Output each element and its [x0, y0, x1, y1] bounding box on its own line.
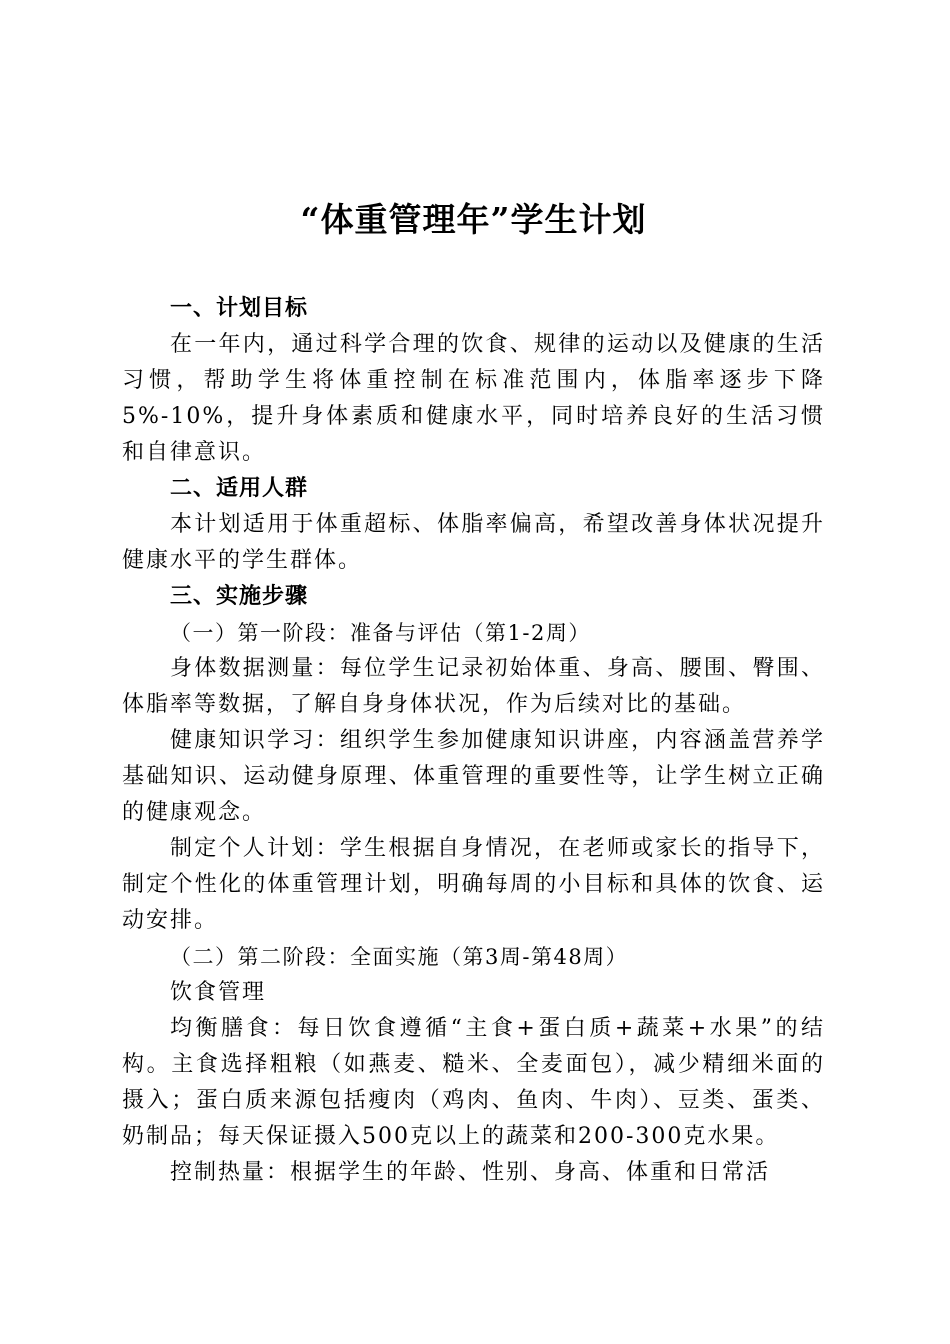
section-heading-goals: 一、计划目标	[170, 296, 309, 321]
section-heading-audience: 二、适用人群	[170, 476, 309, 501]
paragraph-body-measurement: 身体数据测量：每位学生记录初始体重、身高、腰围、臀围、体脂率等数据，了解自身身体状况，作为后续对比的基础。	[122, 656, 825, 717]
paragraph-audience: 本计划适用于体重超标、体脂率偏高，希望改善身体状况提升健康水平的学生群体。	[122, 512, 825, 573]
document-title: “体重管理年”学生计划	[300, 200, 647, 239]
paragraph-diet-management: 饮食管理	[170, 980, 267, 1005]
document-body	[122, 291, 825, 1191]
section-heading-steps: 三、实施步骤	[170, 584, 309, 609]
subsection-heading-stage-2: （二）第二阶段：全面实施（第3周-第48周）	[170, 945, 629, 969]
paragraph-balanced-diet: 均衡膳食：每日饮食遵循“主食+蛋白质+蔬菜+水果”的结构。主食选择粗粮（如燕麦、糙米、全麦面包），减少精细米面的摄入；蛋白质来源包括瘦肉（鸡肉、鱼肉、牛肉）、豆类、蛋类、奶制品；每天保证摄入500克以上的蔬菜和200-300克水果。	[122, 1016, 825, 1149]
paragraph-calorie-control: 控制热量：根据学生的年龄、性别、身高、体重和日常活	[170, 1160, 771, 1185]
paragraph-personal-plan: 制定个人计划：学生根据自身情况，在老师或家长的指导下，制定个性化的体重管理计划，明确每周的小目标和具体的饮食、运动安排。	[122, 836, 825, 933]
subsection-heading-stage-1: （一）第一阶段：准备与评估（第1-2周）	[170, 621, 591, 645]
paragraph-goals: 在一年内，通过科学合理的饮食、规律的运动以及健康的生活习惯，帮助学生将体重控制在标准范围内，体脂率逐步下降5%-10%，提升身体素质和健康水平，同时培养良好的生活习惯和自律意识。	[122, 332, 825, 465]
paragraph-health-knowledge: 健康知识学习：组织学生参加健康知识讲座，内容涵盖营养学基础知识、运动健身原理、体重管理的重要性等，让学生树立正确的健康观念。	[122, 728, 825, 825]
